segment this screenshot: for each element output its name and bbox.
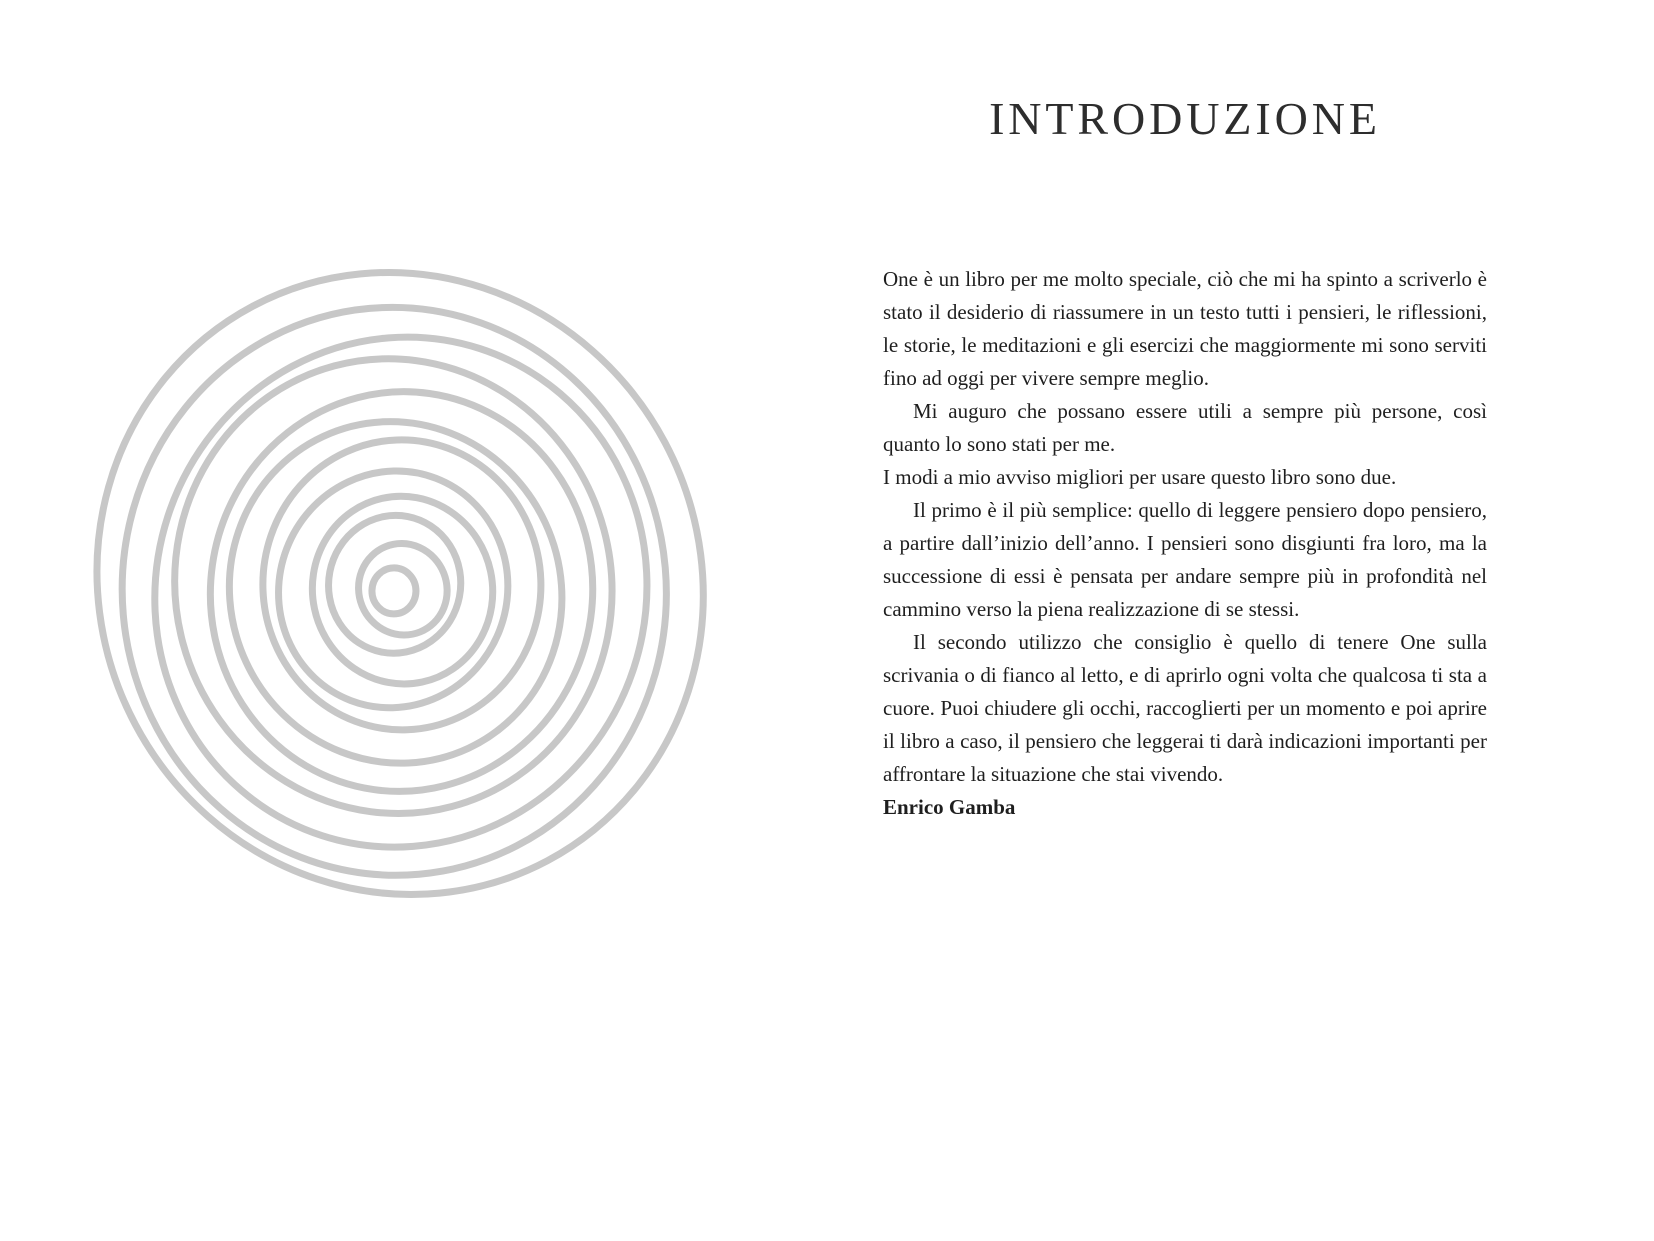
paragraph: One è un libro per me molto speciale, ciò che mi ha spinto a scriverlo è stato il desiderio di riassumere in un testo tutti i pensieri, le riflessioni, le storie, le meditazioni e gli esercizi che maggiormente mi sono serviti fino ad oggi per vivere sempre meglio. (883, 267, 1487, 390)
right-page (827, 0, 1654, 1241)
page-title: INTRODUZIONE (989, 93, 1381, 144)
paragraph: Mi auguro che possano essere utili a sempre più persone, così quanto lo sono stati per me. (883, 399, 1487, 456)
concentric-circles-svg (82, 262, 718, 914)
paragraph: I modi a mio avviso migliori per usare questo libro sono due. (883, 465, 1397, 489)
concentric-circles-illustration (82, 262, 718, 914)
author-signature: Enrico Gamba (883, 795, 1016, 819)
paragraph: Il secondo utilizzo che consiglio è quello di tenere One sulla scrivania o di fianco al letto, e di aprirlo ogni volta che qualcosa ti sta a cuore. Puoi chiudere gli occhi, raccoglierti per un momento e poi aprire il libro a caso, il pensiero che leggerai ti darà indicazioni importanti per affrontare la situazione che stai vivendo. (883, 630, 1487, 786)
paragraph: Il primo è il più semplice: quello di leggere pensiero dopo pensiero, a partire dall’inizio dell’anno. I pensieri sono disgiunti fra loro, ma la successione di essi è pensata per andare sempre più in profondità nel cammino verso la piena realizzazione di se stessi. (883, 498, 1487, 621)
text-column (883, 92, 1487, 824)
